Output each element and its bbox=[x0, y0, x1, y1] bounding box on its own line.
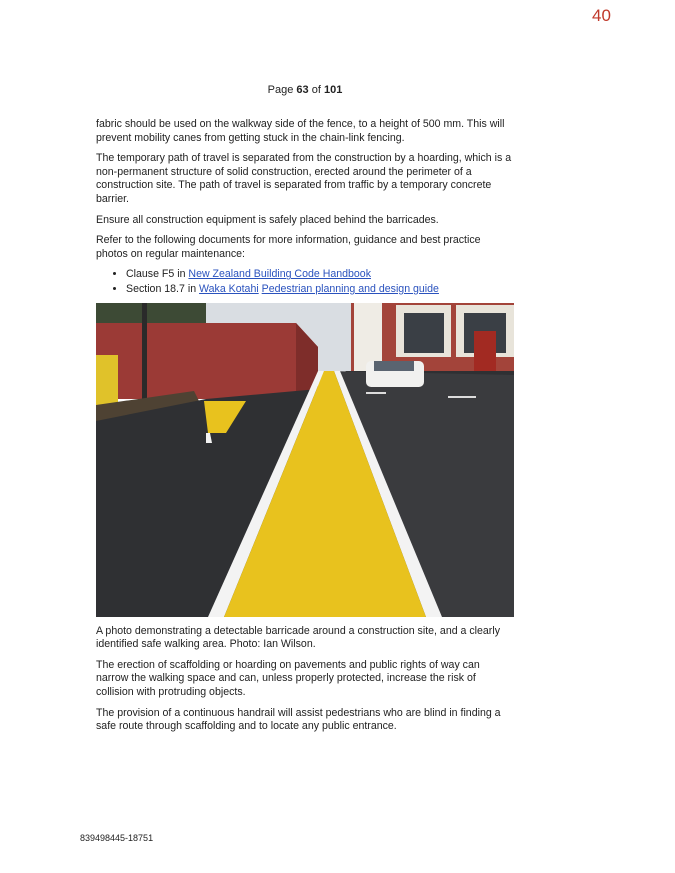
pedestrian-guide-link[interactable]: Pedestrian planning and design guide bbox=[261, 282, 439, 295]
paragraph: fabric should be used on the walkway side of the fence, to a height of 500 mm. This will prevent mobility canes from getting stuck in the chain-link fencing. bbox=[96, 118, 505, 144]
paragraph: The temporary path of travel is separated from the construction by a hoarding, which is a non-permanent structure of solid construction, erected around the perimeter of a construction site. The path of travel is separated from traffic by a temporary concrete barrier. bbox=[96, 152, 512, 205]
corner-page-number: 40 bbox=[592, 6, 611, 25]
list-item-text: Clause F5 in bbox=[126, 268, 189, 281]
page-label: Page bbox=[267, 84, 294, 96]
reference-list bbox=[96, 268, 514, 296]
list-item bbox=[126, 268, 514, 282]
page-total: 101 bbox=[323, 84, 343, 96]
construction-walkway-photo bbox=[96, 303, 514, 617]
footer-doc-id: 839498445-18751 bbox=[80, 833, 154, 843]
page-header bbox=[0, 84, 610, 96]
paragraph: Refer to the following documents for more information, guidance and best practice photos on regular maintenance: bbox=[96, 234, 481, 260]
paragraph: The erection of scaffolding or hoarding on pavements and public rights of way can narrow the walking space and can, unless properly protected, increase the risk of collision with protruding objects. bbox=[96, 658, 480, 698]
photo-caption: A photo demonstrating a detectable barricade around a construction site, and a clearly identified safe walking area. Photo: Ian Wilson. bbox=[96, 624, 500, 651]
paragraph: The provision of a continuous handrail will assist pedestrians who are blind in finding a safe route through scaffolding and to locate any public entrance. bbox=[96, 706, 501, 733]
paragraph: Ensure all construction equipment is safely placed behind the barricades. bbox=[96, 213, 439, 226]
list-item-text: Section 18.7 in bbox=[126, 282, 200, 295]
document-body bbox=[96, 118, 514, 741]
list-item bbox=[126, 283, 514, 297]
page-current: 63 bbox=[296, 84, 309, 96]
building-code-handbook-link[interactable]: New Zealand Building Code Handbook bbox=[188, 268, 371, 281]
page-of: of bbox=[311, 84, 321, 96]
waka-kotahi-link[interactable]: Waka Kotahi bbox=[199, 282, 259, 295]
